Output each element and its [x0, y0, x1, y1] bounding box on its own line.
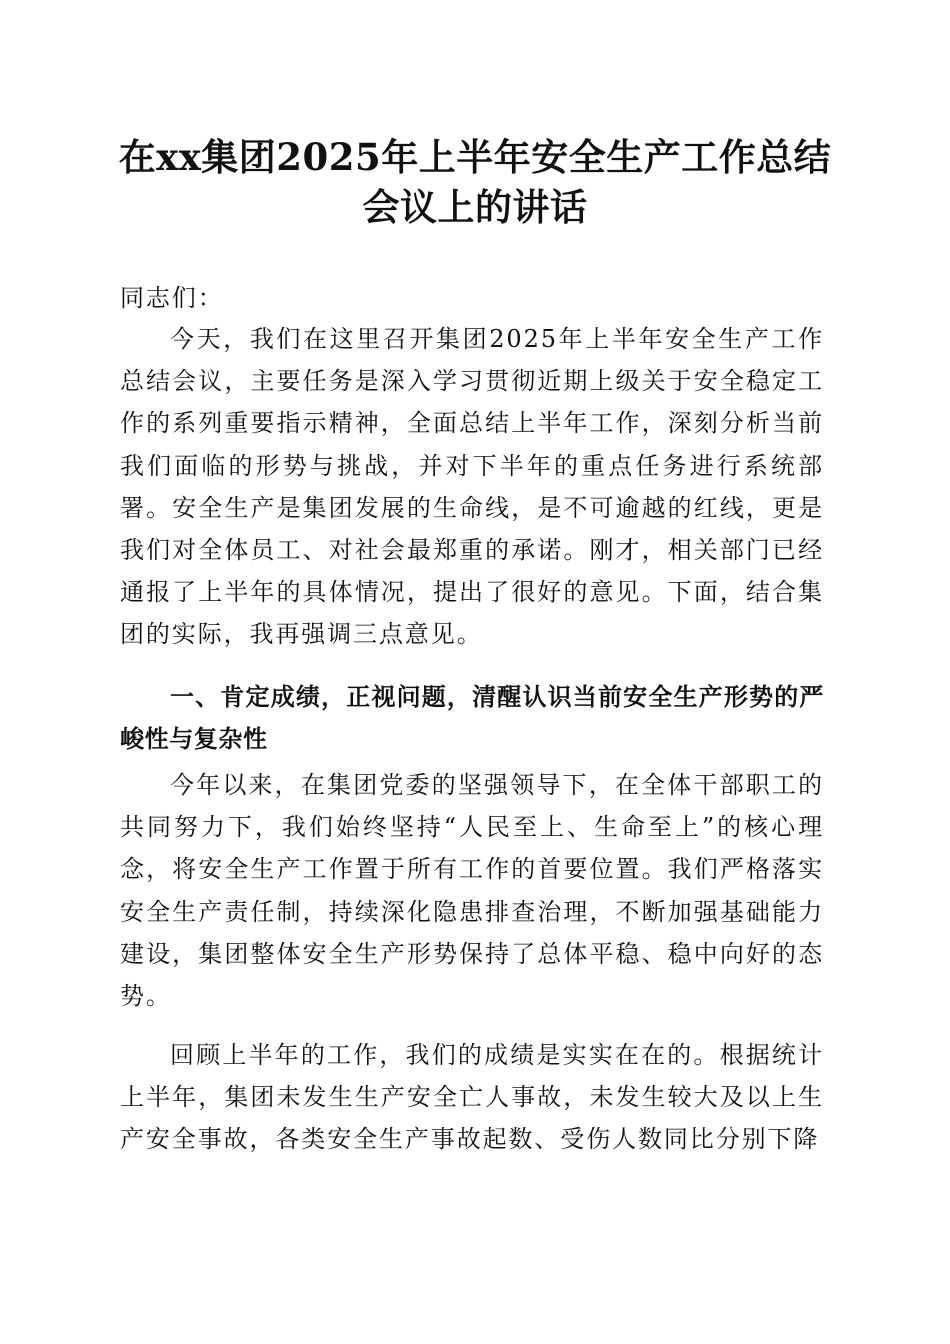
document-title: 在xx集团2025年上半年安全生产工作总结会议上的讲话: [118, 135, 832, 229]
greeting: 同志们：: [120, 284, 224, 312]
section-heading-1: 一、肯定成绩，正视问题，清醒认识当前安全生产形势的严峻性与复杂性: [120, 683, 824, 754]
review-paragraph: 回顾上半年的工作，我们的成绩是实实在在的。根据统计上半年，集团未发生生产安全亡人事故，未发生较大及以上生产安全事故，各类安全生产事故起数、受伤人数同比分别下降: [120, 1041, 824, 1154]
opening-paragraph: 今天，我们在这里召开集团2025年上半年安全生产工作总结会议，主要任务是深入学习贯彻近期上级关于安全稳定工作的系列重要指示精神，全面总结上半年工作，深刻分析当前我们面临的形势与挑战，并对下半年的重点任务进行系统部署。安全生产是集团发展的生命线，是不可逾越的红线，更是我们对全体员工、对社会最郑重的承诺。刚才，相关部门已经通报了上半年的具体情况，提出了很好的意见。下面，结合集团的实际，我再强调三点意见。: [120, 325, 824, 649]
achievements-paragraph: 今年以来，在集团党委的坚强领导下，在全体干部职工的共同努力下，我们始终坚持“人民至上、生命至上”的核心理念，将安全生产工作置于所有工作的首要位置。我们严格落实安全生产责任制，持续深化隐患排查治理，不断加强基础能力建设，集团整体安全生产形势保持了总体平稳、稳中向好的态势。: [120, 771, 824, 1011]
